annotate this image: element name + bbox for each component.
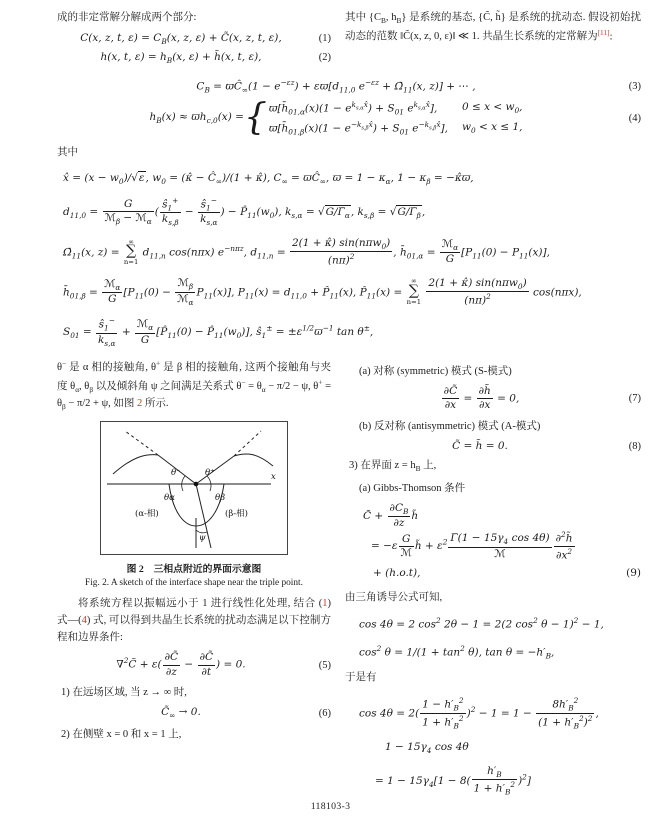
equation-4-lhs: $h_B(x) \approx ϖh_{c,0}(x)$ = xyxy=(149,111,244,126)
definition-line-4: $h̄_{01,\beta}$ = $\frac{ℳ_\alpha}{G}$ [$P_{11}(0)$ − $\frac{ℳ_\beta}{ℳ_\alpha}$ $P_{11}(x)$], $P_{11}(x) = d_{11,0}$ + $P̂_{11}(x)$, $P̂_{11}(x)$ = ∞ ∑ n=1 $\frac{2(1 + \kappâ) \sin(n\pi w_0)}{(n\pi)^2}$ cos(nπx), xyxy=(63,276,582,307)
label-theta-alpha: θα xyxy=(164,493,175,503)
equation-5-number: (5) xyxy=(318,659,331,671)
label-theta-plus: θ⁺ xyxy=(205,468,215,478)
equation-ref-4[interactable]: 4 xyxy=(81,614,87,626)
equation-2 xyxy=(57,51,331,65)
citation-ref-11[interactable]: [11] xyxy=(597,27,610,37)
equation-1 xyxy=(57,32,331,46)
equation-3-number: (3) xyxy=(628,80,641,92)
left-dashed-extension xyxy=(125,431,158,455)
definition-line-3: $\Omegā_{11}(x$, z) = ∞ ∑ n=1 $d_{11,n}$ cos(nπx) $e^{-n\pi z}$, $d_{11,n}$ = $\frac{2(1 + \kappâ) \sin(n\pi w_0)}{(n\pi)^2}$ , $h̄_{01,\alpha}$ = $\frac{ℳ_\alpha}{G}$ $[P_{11}(0) - P_{11}(x)]$, xyxy=(63,236,550,267)
equation-2-number: (2) xyxy=(318,52,331,64)
bottom-columns xyxy=(57,358,641,806)
equation-8 xyxy=(345,440,641,452)
top-left-column xyxy=(57,10,331,70)
x-axis-label: x xyxy=(271,472,276,482)
equation-9-line1: C̃ + $\frac{\partial C_B}{\partial z}$ h̃ xyxy=(363,502,419,530)
equation-4-case1: $ϖ[h̄_{01,\alpha}(x)(1 - e^{k_{s,\alpha}x̂}) + S_{01}$ $e^{k_{s,\alpha}x̂}$], xyxy=(268,99,438,117)
condition-item-2: 2) 在侧壁 x = 0 和 x = 1 上, xyxy=(61,728,182,740)
equation-6-number: (6) xyxy=(318,707,331,719)
bottom-right-column xyxy=(345,358,641,806)
linearization-text-2: ) 式—( xyxy=(57,598,331,626)
label-alpha-phase: (α-相) xyxy=(135,509,159,519)
linearization-text-1: 将系统方程以振幅远小于 1 进行线性化处理, 结合 ( xyxy=(78,598,323,609)
label-theta-minus: θ⁻ xyxy=(171,468,181,478)
condition-item-1: 1) 在远场区域, 当 z → ∞ 时, xyxy=(61,686,187,698)
equation-6-body: $C̃_\infty \to 0$. xyxy=(161,706,201,721)
equation-8-body: C̃ = h̃ = 0. xyxy=(452,440,508,453)
left-interface-curve xyxy=(113,455,158,474)
equation-6 xyxy=(57,706,331,720)
definition-line-2: $d_{11,0}$ = $\frac{G}{ℳ_\beta - ℳ_\alpha}$ ( $\frac{ŝ_1^+}{k_{s,\beta}}$ − $\frac{ŝ_1^-}{k_{s,\alpha}}$ ) − $P̂_{11}(w_0)$, $k_{s,\alpha}$ = $√G/\Gammā_\alpha$, $k_{s,\beta}$ = $√G/\Gammā_\beta$, xyxy=(63,195,426,228)
figure-2-caption-en: Fig. 2. A sketch of the interface shape near the triple point. xyxy=(85,578,303,588)
equation-7-body: $\frac{\partial C̃}{\partial x}$ = $\frac{\partial h̃}{\partial x}$ = 0, xyxy=(443,385,520,412)
top-columns xyxy=(57,10,641,70)
figure-2 xyxy=(100,421,288,555)
page-number: 118103-3 xyxy=(310,801,351,812)
paragraph-contact-angles-text: θ− 是 α 相的接触角, θ+ 是 β 相的接触角, 这两个接触角与夹度 $\theta_\alpha$, $\theta_\beta$ 以及倾斜角 ψ 之间满足关系式 $\theta^- = \theta_\alpha - \pi/2 - \psi$, $\theta^+ = \theta_\beta - \pi/2 + \psi$, 如图 xyxy=(57,358,332,412)
equation-9 xyxy=(363,502,641,584)
triple-point xyxy=(194,482,199,487)
equation-8-number: (8) xyxy=(628,440,641,452)
mode-item-b: (b) 反对称 (antisymmetric) 模式 (A-模式) xyxy=(359,420,541,432)
result-equation-2b: = $1 - 15\gamma_4[1 - 8$( $\frac{h'_B}{1 + h'_B^2}$ )$^2$] xyxy=(375,764,531,797)
full-width-equations xyxy=(57,78,641,349)
equation-5-body: ∇$^2$C̃ + ε( $\frac{\partial C̃}{\partial z}$ − $\frac{\partial C̃}{\partial t}$ ) = 0. xyxy=(116,651,246,678)
equation-5 xyxy=(57,651,331,678)
equation-3 xyxy=(57,78,641,95)
top-right-column xyxy=(345,10,641,70)
paragraph-basic-state-text: 其中 {$C_B$, $h_B$} 是系统的基态, {C̃, h̃} 是系统的扰动态. 假设初始扰动态的范数 ‖C̃(x, z, 0, ε)‖ ≪ 1. 共晶生长系统的定常解为 xyxy=(345,12,642,43)
equation-4-number: (4) xyxy=(628,112,641,124)
right-tangent-line xyxy=(196,456,234,484)
label-theta-beta: θβ xyxy=(215,493,226,503)
figure-2-caption-cn: 图 2 三相点附近的界面示意图 xyxy=(126,564,262,575)
right-dashed-extension xyxy=(234,431,261,456)
paragraph-linearization xyxy=(57,596,331,646)
equation-7 xyxy=(345,385,641,412)
equation-4-case2: $ϖ[h̄_{01,\beta}(x)(1 - e^{-k_{s,\beta}x̂}) + S_{01}$ $e^{-k_{s,\beta}x̂}$], xyxy=(268,120,448,137)
equation-1-body: C(x, z, t, $\varepsilon) = C_B(x$, z, ε) + C̃(x, z, t, ε), xyxy=(80,31,282,46)
equation-3-body: $C_B$ = $ϖĈ_\infty(1 - e^{-\varepsilon z}) + \varepsilon ϖ[d_{11,0}$ $e^{-\varepsilon z}$ + $\Omegā_{11}(x$, z)] + ⋯ , xyxy=(196,77,476,95)
result-equation-2a: $1 - 15\gamma_4$ cos 4θ xyxy=(385,740,469,755)
cases-brace: { xyxy=(243,96,267,138)
paragraph-intro: 成的非定常解分解成两个部分: xyxy=(57,12,197,23)
equation-4 xyxy=(57,96,641,138)
paragraph-contact-angles xyxy=(57,358,331,413)
equation-4-cond2: $w_0 < x \le 1$, xyxy=(461,121,523,136)
equation-4-cond1: $0 \le x < w_0$, xyxy=(461,100,523,115)
equation-9-line2: = −ε $\frac{G}{\text{ℳ}}$ h̃ + $\varepsilon^2$ $\frac{\Gammā(1 - 15\gamma_4 \cos 4\theta)}{\text{ℳ}}$ $\frac{\partial^2h̃}{\partial x^2}$ xyxy=(371,530,573,562)
where-label: 其中 xyxy=(57,146,78,158)
linearization-text-3: ) 式, 可以得到共晶生长系统的扰动态满足以下控制方程和边界条件: xyxy=(57,614,331,643)
paragraph-contact-angles-tail: 所示. xyxy=(142,398,169,410)
mode-item-a: (a) 对称 (symmetric) 模式 (S-模式) xyxy=(359,365,512,377)
label-psi: ψ xyxy=(199,533,206,543)
condition-item-3: 3) 在界面 $z = h_B$ 上, xyxy=(349,460,437,474)
bottom-left-column xyxy=(57,358,331,806)
paragraph-thus: 于是有 xyxy=(345,672,377,684)
figure-ref-2[interactable]: 2 xyxy=(137,398,143,410)
definition-line-1: x̂ = $(x - w_0)/√\varepsilon$, $w_0$ = (κ̂ − $Ĉ_\infty)/(1$ + κ̂), $C_\infty$ = $ϖĈ_\infty$, $ϖ = 1 - \kappa_\alpha$, $1 - \kappa_\beta$ = −κ̂ϖ, xyxy=(63,171,474,186)
trig-equation-2: $\cos^2 \theta = 1/(1 + \tan^2 \theta)$, $\tan \theta = -h'_B$, xyxy=(359,643,555,661)
paragraph-basic-state xyxy=(345,10,641,46)
right-interface-curve xyxy=(234,454,273,466)
equation-9-number: (9) xyxy=(626,566,641,579)
equation-9-line3: + (h.o.t), xyxy=(373,566,421,579)
equation-1-number: (1) xyxy=(318,33,331,45)
trig-equation-1: cos 4θ = 2 $\cos^2 2\theta - 1 = 2(2$ $\cos^2 \theta - 1)^2 - 1$, xyxy=(359,616,604,631)
equation-4-body xyxy=(57,96,615,138)
result-equation-1: cos 4θ = 2( $\frac{1 - h'_B^2}{1 + h'_B^2}$ )$^2$ − 1 = 1 − $\frac{8h'_B^2}{(1 + h'_B^2)^2}$ , xyxy=(359,696,599,731)
equation-ref-1[interactable]: 1 xyxy=(322,598,328,609)
equation-7-number: (7) xyxy=(628,393,641,405)
equation-2-body: h(x, t, $\varepsilon) = h_B(x$, ε) + h̃(x, t, ε), xyxy=(100,50,262,65)
paragraph-trig-identities: 由三角诱导公式可知, xyxy=(345,591,443,603)
paragraph-basic-state-colon: : xyxy=(609,31,613,43)
triple-point-diagram xyxy=(101,422,285,552)
definition-line-5: $S_{01}$ = $\frac{ŝ_1^-}{k_{s,\alpha}}$ + $\frac{ℳ_\alpha}{G}$ [$P̂_{11}(0)$ − $P̂_{11}(w_0)$], $ŝ_1^\pm = \pm\varepsilon^{1/2}ϖ^{-1}$ tan θ±, xyxy=(63,316,374,349)
gibbs-thomson-label: (a) Gibbs-Thomson 条件 xyxy=(359,483,466,495)
label-beta-phase: (β-相) xyxy=(225,509,248,519)
